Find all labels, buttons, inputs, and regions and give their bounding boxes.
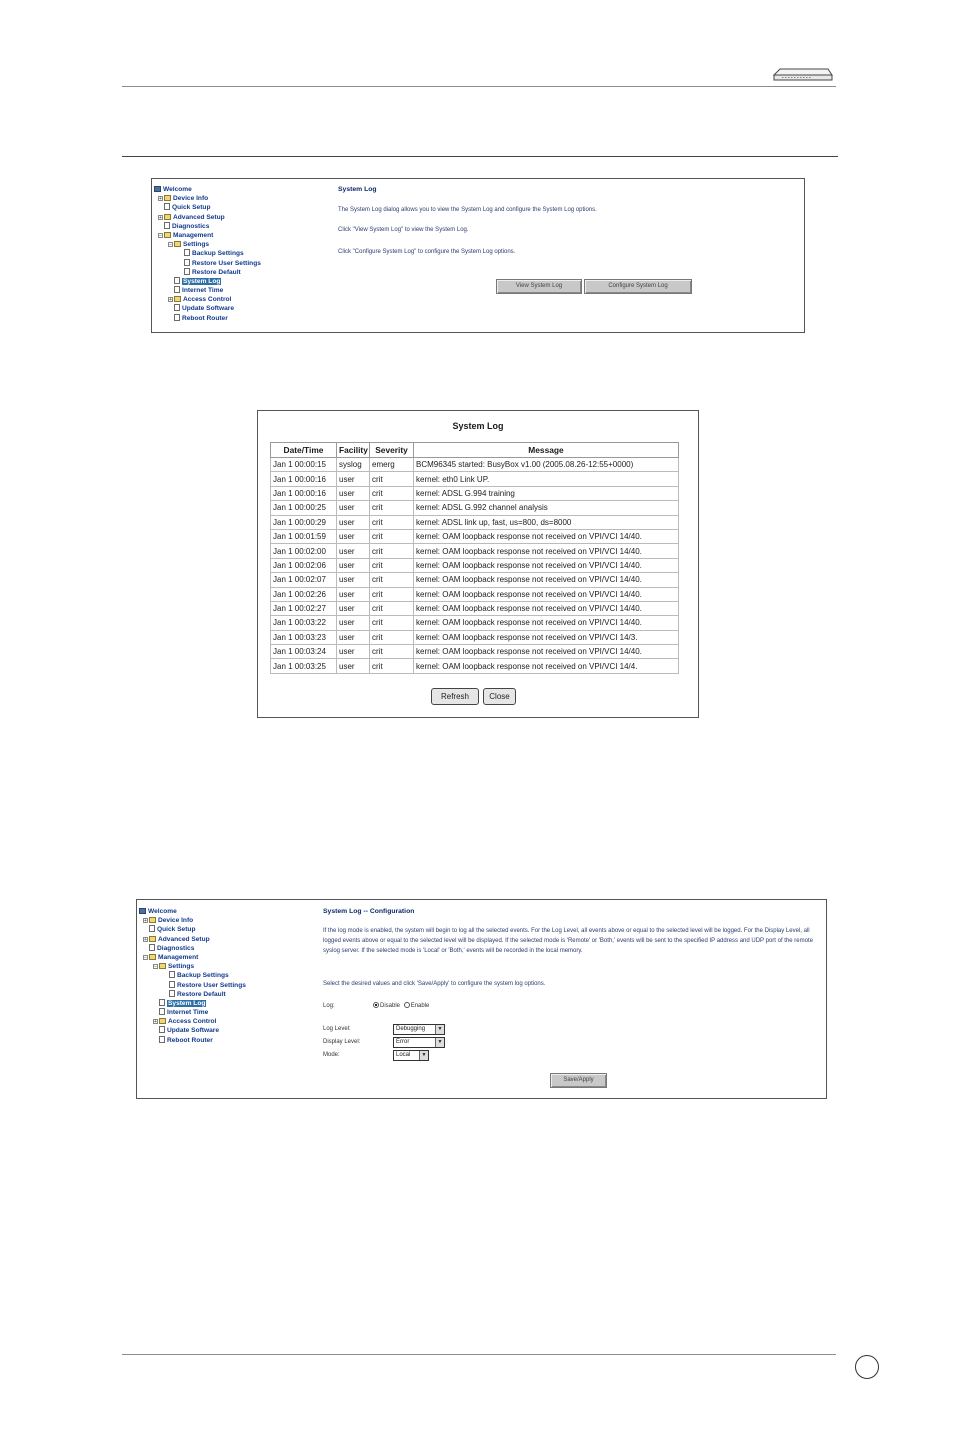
document-icon: [174, 277, 180, 284]
tree-item[interactable]: [154, 268, 261, 277]
log-mode-radio-group: [373, 1002, 429, 1009]
configure-instruction-text: Click "Configure System Log" to configure the System Log options.: [338, 249, 516, 255]
footer-rule: [122, 1354, 836, 1355]
cell-severity: crit: [370, 601, 414, 615]
cell-message: kernel: OAM loopback response not received on VPI/VCI 14/4.: [414, 659, 679, 673]
column-header-datetime: Date/Time: [271, 443, 337, 458]
cell-datetime: Jan 1 00:02:26: [271, 587, 337, 601]
table-row: [271, 558, 679, 572]
table-row: [271, 501, 679, 515]
enable-radio[interactable]: [404, 1002, 410, 1008]
tree-item[interactable]: [139, 907, 246, 916]
collapse-icon[interactable]: −: [144, 954, 147, 961]
cell-datetime: Jan 1 00:02:07: [271, 573, 337, 587]
cell-message: kernel: OAM loopback response not received on VPI/VCI 14/40.: [414, 587, 679, 601]
document-icon: [169, 981, 175, 988]
table-row: [271, 601, 679, 615]
expand-icon[interactable]: +: [154, 1019, 157, 1026]
tree-item[interactable]: [154, 185, 261, 194]
cell-severity: crit: [370, 501, 414, 515]
computer-icon: [154, 186, 161, 192]
log-level-value: Debugging: [396, 1026, 426, 1032]
cell-datetime: Jan 1 00:02:27: [271, 601, 337, 615]
cell-facility: user: [337, 544, 370, 558]
tree-item[interactable]: [139, 1017, 246, 1026]
document-icon: [184, 268, 190, 275]
tree-item[interactable]: [139, 935, 246, 944]
folder-icon: [159, 963, 166, 969]
cell-datetime: Jan 1 00:00:25: [271, 501, 337, 515]
cell-message: kernel: OAM loopback response not received on VPI/VCI 14/3.: [414, 630, 679, 644]
document-icon: [169, 990, 175, 997]
document-icon: [184, 259, 190, 266]
table-row: [271, 630, 679, 644]
column-header-message: Message: [414, 443, 679, 458]
tree-item-label: Backup Settings: [192, 250, 244, 258]
display-level-label: Display Level:: [323, 1039, 361, 1045]
tree-item-label: Internet Time: [167, 1009, 209, 1017]
cell-severity: crit: [370, 630, 414, 644]
cell-datetime: Jan 1 00:00:29: [271, 515, 337, 529]
intro-text: The System Log dialog allows you to view the System Log and configure the System Log options.: [338, 207, 597, 213]
tree-item-label: Advanced Setup: [173, 213, 225, 221]
save-apply-button[interactable]: Save/Apply: [550, 1073, 607, 1088]
page-number-circle: [855, 1355, 879, 1379]
tree-item[interactable]: [154, 286, 261, 295]
expand-icon[interactable]: +: [159, 214, 162, 221]
tree-item[interactable]: [154, 194, 261, 203]
enable-label: Enable: [410, 1003, 430, 1009]
tree-item[interactable]: [139, 916, 246, 925]
folder-icon: [164, 195, 171, 201]
tree-item[interactable]: [139, 999, 246, 1008]
table-row: [271, 645, 679, 659]
folder-icon: [159, 1018, 166, 1024]
tree-item[interactable]: [139, 953, 246, 962]
chevron-down-icon: ▼: [435, 1025, 444, 1034]
tree-item[interactable]: [139, 962, 246, 971]
cell-datetime: Jan 1 00:03:24: [271, 645, 337, 659]
cell-message: kernel: OAM loopback response not received on VPI/VCI 14/40.: [414, 645, 679, 659]
table-row: [271, 659, 679, 673]
tree-item-label: Advanced Setup: [158, 935, 210, 943]
tree-item-label: Access Control: [168, 1018, 217, 1026]
tree-item[interactable]: [139, 971, 246, 980]
document-icon: [174, 286, 180, 293]
cell-facility: user: [337, 645, 370, 659]
collapse-icon[interactable]: −: [169, 242, 172, 249]
tree-item-label: Quick Setup: [157, 926, 196, 934]
tree-item[interactable]: [154, 222, 261, 231]
tree-item[interactable]: [139, 990, 246, 999]
tree-item[interactable]: [154, 314, 261, 323]
cell-severity: crit: [370, 558, 414, 572]
tree-item-label: System Log: [183, 277, 221, 285]
tree-item[interactable]: [139, 944, 246, 953]
collapse-icon[interactable]: −: [159, 232, 162, 239]
configure-system-log-button[interactable]: Configure System Log: [584, 279, 692, 294]
document-icon: [159, 999, 165, 1006]
document-icon: [174, 304, 180, 311]
cell-message: kernel: OAM loopback response not received on VPI/VCI 14/40.: [414, 601, 679, 615]
header-rule: [122, 86, 836, 87]
tree-item[interactable]: [154, 231, 261, 240]
tree-item[interactable]: [139, 1008, 246, 1017]
folder-icon: [149, 936, 156, 942]
apply-instruction-text: Select the desired values and click 'Save/Apply' to configure the system log options.: [323, 981, 546, 987]
table-header-row: [271, 443, 679, 458]
cell-facility: user: [337, 486, 370, 500]
tree-item[interactable]: [154, 249, 261, 258]
tree-item[interactable]: [154, 240, 261, 249]
cell-facility: user: [337, 616, 370, 630]
cell-severity: crit: [370, 659, 414, 673]
cell-severity: crit: [370, 587, 414, 601]
tree-item-label: Update Software: [167, 1027, 220, 1035]
document-icon: [149, 925, 155, 932]
cell-facility: user: [337, 630, 370, 644]
mode-select[interactable]: [393, 1050, 429, 1061]
display-level-select[interactable]: [393, 1037, 445, 1048]
tree-item[interactable]: [139, 981, 246, 990]
document-icon: [164, 203, 170, 210]
cell-message: kernel: eth0 Link UP.: [414, 472, 679, 486]
cell-facility: user: [337, 587, 370, 601]
table-row: [271, 587, 679, 601]
document-icon: [159, 1008, 165, 1015]
cell-severity: crit: [370, 486, 414, 500]
folder-icon: [174, 241, 181, 247]
cell-facility: user: [337, 601, 370, 615]
tree-item[interactable]: [139, 925, 246, 934]
page-title: System Log: [338, 186, 377, 193]
system-log-table: [270, 442, 679, 674]
cell-datetime: Jan 1 00:00:16: [271, 486, 337, 500]
table-row: [271, 544, 679, 558]
cell-datetime: Jan 1 00:00:16: [271, 472, 337, 486]
table-row: [271, 458, 679, 472]
cell-message: kernel: OAM loopback response not received on VPI/VCI 14/40.: [414, 558, 679, 572]
tree-item-label: Internet Time: [182, 287, 224, 295]
tree-item-label: Management: [173, 231, 214, 239]
cell-facility: user: [337, 501, 370, 515]
folder-icon: [149, 917, 156, 923]
table-row: [271, 515, 679, 529]
column-header-severity: Severity: [370, 443, 414, 458]
cell-message: kernel: ADSL G.994 training: [414, 486, 679, 500]
log-level-select[interactable]: [393, 1024, 445, 1035]
cell-datetime: Jan 1 00:03:25: [271, 659, 337, 673]
cell-severity: crit: [370, 544, 414, 558]
cell-severity: emerg: [370, 458, 414, 472]
table-row: [271, 472, 679, 486]
cell-datetime: Jan 1 00:00:15: [271, 458, 337, 472]
cell-facility: user: [337, 558, 370, 572]
cell-message: kernel: ADSL G.992 channel analysis: [414, 501, 679, 515]
cell-message: kernel: OAM loopback response not received on VPI/VCI 14/40.: [414, 544, 679, 558]
tree-item[interactable]: [154, 277, 261, 286]
log-label: Log:: [323, 1003, 335, 1009]
cell-severity: crit: [370, 645, 414, 659]
close-button[interactable]: Close: [483, 688, 516, 705]
table-row: [271, 529, 679, 543]
tree-item[interactable]: [139, 1036, 246, 1045]
tree-item-label: Diagnostics: [157, 944, 195, 952]
document-icon: [164, 222, 170, 229]
cell-facility: user: [337, 472, 370, 486]
cell-datetime: Jan 1 00:02:06: [271, 558, 337, 572]
document-icon: [159, 1036, 165, 1043]
document-icon: [174, 314, 180, 321]
tree-item-label: Restore User Settings: [192, 259, 261, 267]
tree-item-label: Device Info: [158, 917, 194, 925]
disable-label: Disable: [380, 1003, 401, 1009]
tree-item-label: Management: [158, 953, 199, 961]
expand-icon[interactable]: +: [159, 196, 162, 203]
cell-facility: user: [337, 515, 370, 529]
table-row: [271, 573, 679, 587]
tree-item-label: Device Info: [173, 195, 209, 203]
tree-item-label: Settings: [183, 241, 210, 249]
cell-message: kernel: OAM loopback response not received on VPI/VCI 14/40.: [414, 529, 679, 543]
section-rule: [122, 156, 838, 157]
view-system-log-button[interactable]: View System Log: [496, 279, 582, 294]
log-level-label: Log Level:: [323, 1026, 351, 1032]
expand-icon[interactable]: +: [144, 918, 147, 925]
navigation-tree: [154, 185, 261, 323]
expand-icon[interactable]: +: [169, 297, 172, 304]
view-instruction-text: Click "View System Log" to view the System Log.: [338, 227, 469, 233]
page-title: System Log -- Configuration: [323, 908, 415, 915]
cell-facility: user: [337, 573, 370, 587]
tree-item[interactable]: [154, 295, 261, 304]
document-icon: [184, 249, 190, 256]
router-icon: [772, 66, 834, 82]
cell-message: kernel: OAM loopback response not received on VPI/VCI 14/40.: [414, 616, 679, 630]
tree-item-label: Restore User Settings: [177, 981, 246, 989]
tree-item[interactable]: [154, 304, 261, 313]
cell-facility: user: [337, 529, 370, 543]
document-icon: [149, 944, 155, 951]
document-icon: [159, 1026, 165, 1033]
folder-icon: [164, 232, 171, 238]
cell-severity: crit: [370, 616, 414, 630]
tree-item-label: Update Software: [182, 305, 235, 313]
cell-severity: crit: [370, 515, 414, 529]
mode-label: Mode:: [323, 1052, 340, 1058]
cell-datetime: Jan 1 00:03:23: [271, 630, 337, 644]
cell-message: BCM96345 started: BusyBox v1.00 (2005.08.26-12:55+0000): [414, 458, 679, 472]
cell-severity: crit: [370, 573, 414, 587]
document-icon: [169, 971, 175, 978]
folder-icon: [149, 954, 156, 960]
tree-item-label: Diagnostics: [172, 222, 210, 230]
cell-datetime: Jan 1 00:03:22: [271, 616, 337, 630]
table-row: [271, 616, 679, 630]
cell-severity: crit: [370, 472, 414, 486]
expand-icon[interactable]: +: [144, 936, 147, 943]
disable-radio[interactable]: [373, 1002, 379, 1008]
cell-facility: syslog: [337, 458, 370, 472]
tree-item-label: System Log: [168, 999, 206, 1007]
tree-item[interactable]: [154, 213, 261, 222]
collapse-icon[interactable]: −: [154, 964, 157, 971]
cell-facility: user: [337, 659, 370, 673]
log-window-title: System Log: [452, 421, 504, 431]
tree-item-label: Settings: [168, 963, 195, 971]
tree-item-label: Backup Settings: [177, 972, 229, 980]
mode-value: Local: [396, 1052, 411, 1058]
column-header-facility: Facility: [337, 443, 370, 458]
folder-icon: [164, 214, 171, 220]
cell-datetime: Jan 1 00:02:00: [271, 544, 337, 558]
chevron-down-icon: ▼: [435, 1038, 444, 1047]
tree-item[interactable]: [139, 1026, 246, 1035]
tree-item-label: Reboot Router: [167, 1036, 213, 1044]
tree-item-label: Quick Setup: [172, 204, 211, 212]
cell-severity: crit: [370, 529, 414, 543]
navigation-tree: [139, 907, 246, 1045]
tree-item-label: Restore Default: [192, 268, 241, 276]
folder-icon: [174, 296, 181, 302]
tree-item-label: Reboot Router: [182, 314, 228, 322]
computer-icon: [139, 908, 146, 914]
display-level-value: Error: [396, 1039, 410, 1045]
cell-message: kernel: OAM loopback response not received on VPI/VCI 14/40.: [414, 573, 679, 587]
table-row: [271, 486, 679, 500]
chevron-down-icon: ▼: [419, 1051, 428, 1060]
tree-item-label: Restore Default: [177, 990, 226, 998]
log-mode-description: If the log mode is enabled, the system will begin to log all the selected events. For the Log Level, all events above or equal to the selected level will be logged. For the Display Level, all logged events above or equal to the selected level will be displayed. If the selected mode is 'Remote' or 'Both,' events will be sent to the specified IP address and UDP port of the remote syslog server. If the selected mode is 'Local' or 'Both,' events will be recorded in the local memory.: [323, 928, 813, 954]
refresh-button[interactable]: Refresh: [431, 688, 479, 705]
tree-item[interactable]: [154, 259, 261, 268]
system-log-viewer-screenshot: [257, 410, 699, 718]
cell-message: kernel: ADSL link up, fast, us=800, ds=8000: [414, 515, 679, 529]
tree-item-label: Welcome: [163, 186, 192, 193]
tree-item-label: Access Control: [183, 296, 232, 304]
system-log-overview-screenshot: [151, 178, 805, 333]
cell-datetime: Jan 1 00:01:59: [271, 529, 337, 543]
tree-item[interactable]: [154, 203, 261, 212]
tree-item-label: Welcome: [148, 908, 177, 915]
system-log-configuration-screenshot: [136, 899, 827, 1099]
